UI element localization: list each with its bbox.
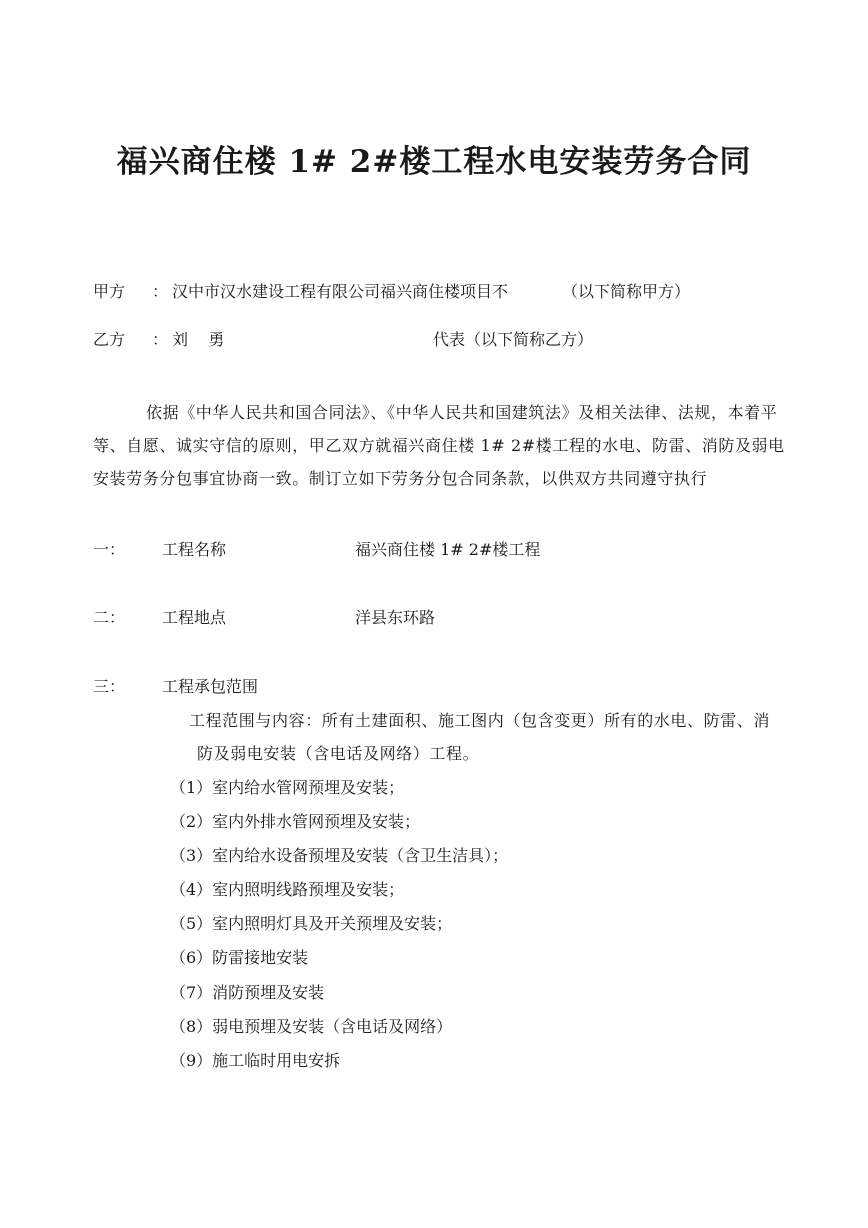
page-title: 福兴商住楼 1# 2#楼工程水电安装劳务合同 (116, 144, 752, 180)
scope-item: （9）施工临时用电安拆 (170, 1051, 341, 1070)
scope-item: （3）室内给水设备预埋及安装（含卫生洁具）； (170, 846, 509, 865)
preamble-line: 安装劳务分包事宜协商一致。制订立如下劳务分包合同条款，以供双方共同遵守执行 (93, 469, 708, 488)
section-number: 二： (93, 608, 126, 627)
preamble-line: 依据《中华人民共和国合同法》、《中华人民共和国建筑法》及相关法律、法规，本着平 (146, 403, 778, 422)
scope-item: （5）室内照明灯具及开关预埋及安装； (170, 914, 453, 933)
scope-item: （6）防雷接地安装 (170, 948, 309, 967)
section-label: 工程承包范围 (162, 677, 259, 696)
party-a-note: （以下简称甲方） (562, 282, 691, 301)
party-b-name: 刘 勇 (172, 330, 225, 349)
section-number: 三： (93, 677, 126, 696)
party-a-colon: ： (152, 282, 169, 301)
scope-item: （2）室内外排水管网预埋及安装； (170, 812, 421, 831)
scope-description-line: 工程范围与内容：所有土建面积、施工图内（包含变更）所有的水电、防雷、消 (189, 711, 771, 730)
party-b-label: 乙方 (93, 330, 126, 349)
project-name-value: 福兴商住楼 1# 2#楼工程 (355, 540, 541, 559)
scope-description-line: 防及弱电安装（含电话及网络）工程。 (197, 744, 480, 763)
section-label: 工程地点 (162, 608, 227, 627)
scope-item: （4）室内照明线路预埋及安装； (170, 880, 405, 899)
party-a-label: 甲方 (93, 282, 126, 301)
scope-item: （8）弱电预埋及安装（含电话及网络） (170, 1017, 453, 1036)
party-b-note: 代表（以下简称乙方） (433, 330, 594, 349)
scope-item: （7）消防预埋及安装 (170, 983, 325, 1002)
preamble-line: 等、自愿、诚实守信的原则，甲乙双方就福兴商住楼 1# 2#楼工程的水电、防雷、消防及弱电 (93, 436, 785, 455)
scope-item: （1）室内给水管网预埋及安装； (170, 778, 405, 797)
section-number: 一： (93, 540, 126, 559)
party-b-colon: ： (152, 330, 169, 349)
section-label: 工程名称 (162, 540, 227, 559)
party-a-name: 汉中市汉水建设工程有限公司福兴商住楼项目不 (172, 282, 509, 301)
project-location-value: 洋县东环路 (355, 608, 436, 627)
